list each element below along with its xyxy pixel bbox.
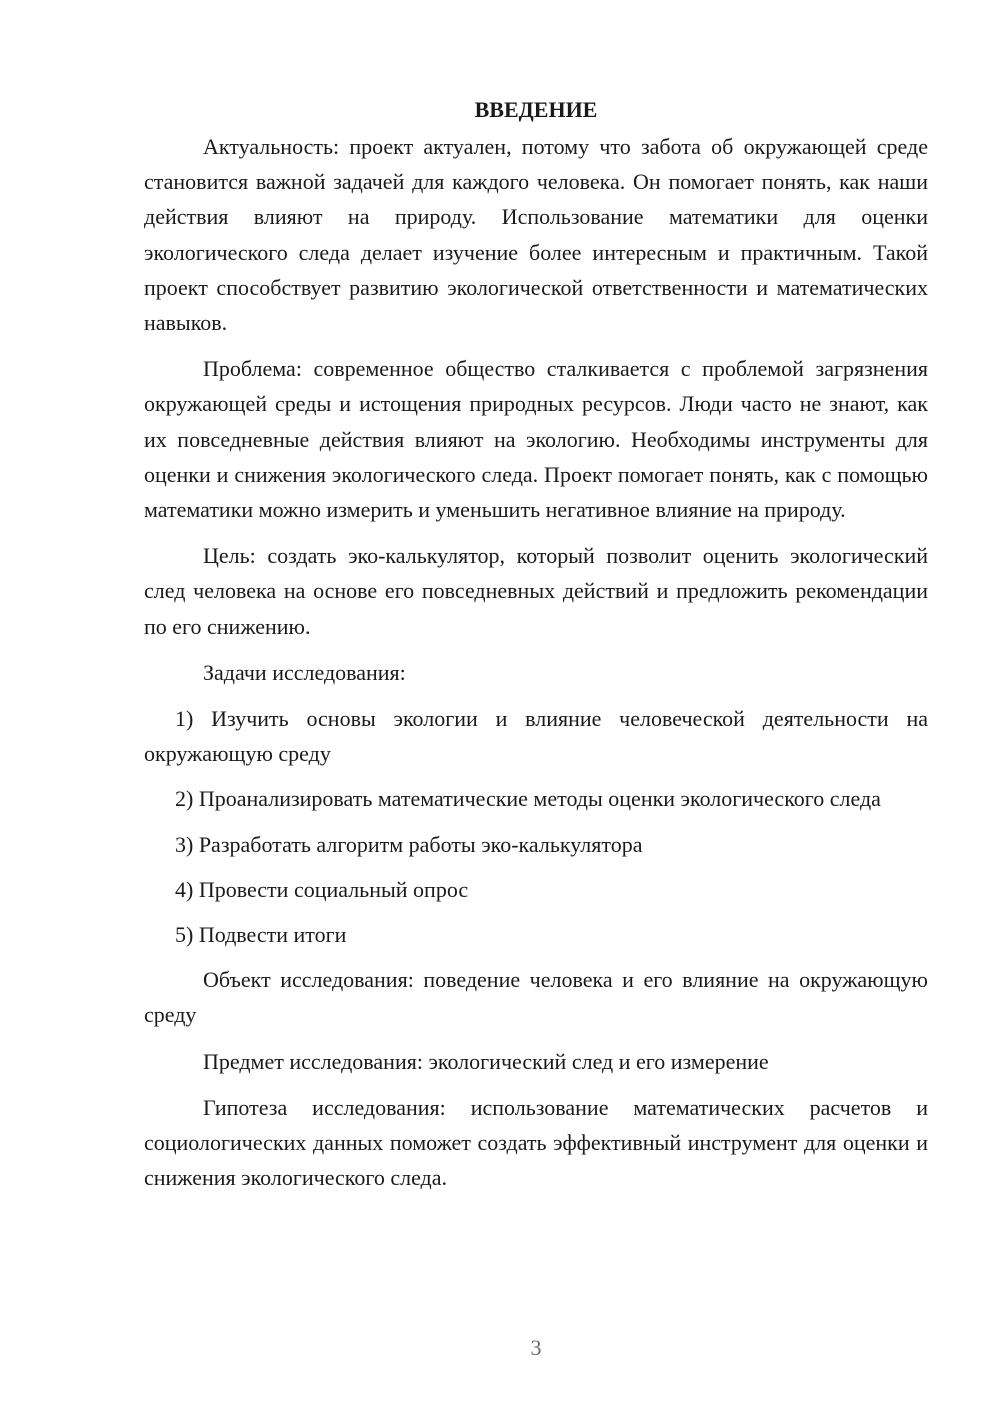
document-page: [144, 92, 928, 1195]
page-number: 3: [530, 1335, 542, 1360]
section-title: ВВЕДЕНИЕ: [474, 97, 598, 122]
list-item: 1) Изучить основы экологии и влияние человеческой деятельности на окружающую среду: [144, 706, 928, 767]
list-item: 4) Провести социальный опрос: [175, 876, 469, 902]
relevance-paragraph: Актуальность: проект актуален, потому что забота об окружающей среде становится важной задачей для каждого человека. Он помогает понять, как наши действия влияют на природу. Использование математики для оценки экологического следа делает изучение более интересным и практичным. Такой проект способствует развитию экологической ответственности и математических навыков.: [144, 134, 928, 336]
subject-paragraph: Предмет исследования: экологический след и его измерение: [203, 1048, 769, 1074]
problem-paragraph: Проблема: современное общество сталкивается с проблемой загрязнения окружающей среды и истощения природных ресурсов. Люди часто не знают, как их повседневные действия влияют на экологию. Необходимы инструменты для оценки и снижения экологического следа. Проект помогает понять, как с помощью математики можно измерить и уменьшить негативное влияние на природу.: [144, 356, 928, 523]
goal-paragraph: Цель: создать эко-калькулятор, который позволит оценить экологический след человека на основе его повседневных действий и предложить рекомендации по его снижению.: [144, 543, 928, 639]
list-item: 2) Проанализировать математические методы оценки экологического следа: [175, 786, 881, 812]
tasks-heading: Задачи исследования:: [203, 659, 406, 685]
list-item: 5) Подвести итоги: [175, 922, 347, 948]
list-item: 3) Разработать алгоритм работы эко-калькулятора: [175, 831, 643, 857]
object-paragraph: Объект исследования: поведение человека и его влияние на окружающую среду: [144, 967, 928, 1028]
hypothesis-paragraph: Гипотеза исследования: использование математических расчетов и социологических данных поможет создать эффективный инструмент для оценки и снижения экологического следа.: [144, 1094, 928, 1191]
tasks-list: [144, 701, 928, 952]
